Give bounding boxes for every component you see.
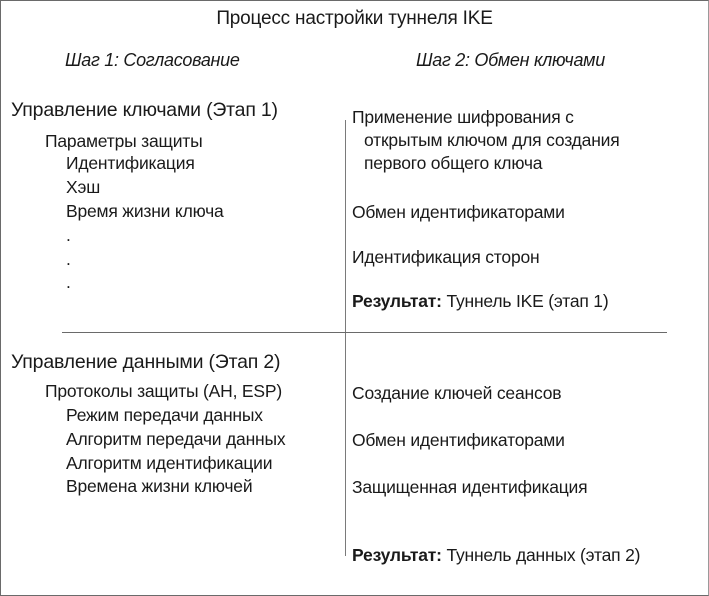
phase2-group-label: Протоколы защиты (AH, ESP) <box>45 381 282 401</box>
phase1-result <box>352 291 608 312</box>
phase2-result <box>352 545 640 566</box>
phase2-result-value: Туннель данных (этап 2) <box>441 545 641 565</box>
phase1-group-label: Параметры защиты <box>45 131 203 151</box>
diagram-title: Процесс настройки туннеля IKE <box>216 8 493 29</box>
phase1-exchange-item: Обмен идентификаторами <box>352 202 565 222</box>
phase1-ellipsis: . <box>66 225 71 245</box>
phase2-item: Алгоритм передачи данных <box>66 429 286 449</box>
phase1-exchange-line2: открытым ключом для создания <box>364 130 620 150</box>
phase1-ellipsis: . <box>66 272 71 292</box>
phase1-result-value: Туннель IKE (этап 1) <box>441 291 609 311</box>
phase1-result-label: Результат: <box>352 291 442 311</box>
phase1-exchange-line1: Применение шифрования с <box>352 107 574 127</box>
phase1-item: Идентификация <box>66 153 195 173</box>
horizontal-divider <box>62 332 667 333</box>
step1-label: Шаг 1: Согласование <box>65 50 240 70</box>
vertical-divider <box>345 120 346 556</box>
phase1-ellipsis: . <box>66 249 71 269</box>
phase1-item: Время жизни ключа <box>66 201 224 221</box>
phase2-item: Алгоритм идентификации <box>66 453 273 473</box>
step2-label: Шаг 2: Обмен ключами <box>416 50 605 70</box>
phase2-exchange-item: Обмен идентификаторами <box>352 430 565 450</box>
phase1-exchange-line3: первого общего ключа <box>364 153 543 173</box>
phase2-exchange-item: Защищенная идентификация <box>352 477 588 497</box>
phase2-item: Режим передачи данных <box>66 405 263 425</box>
phase2-result-label: Результат: <box>352 545 442 565</box>
phase1-item: Хэш <box>66 177 101 197</box>
phase2-heading: Управление данными (Этап 2) <box>11 351 281 373</box>
phase1-heading: Управление ключами (Этап 1) <box>11 99 278 121</box>
phase2-item: Времена жизни ключей <box>66 476 253 496</box>
phase2-exchange-item: Создание ключей сеансов <box>352 383 562 403</box>
phase1-exchange-item: Идентификация сторон <box>352 247 540 267</box>
